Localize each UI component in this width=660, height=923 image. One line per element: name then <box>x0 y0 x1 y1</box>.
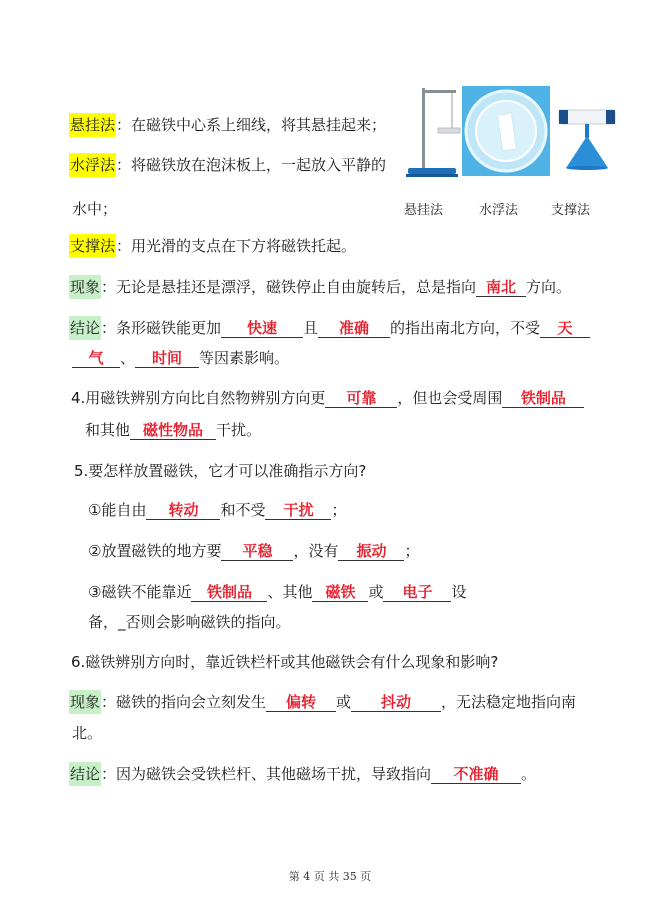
text: 干扰。 <box>216 421 262 439</box>
text: 或 <box>336 693 352 711</box>
question-5-title: 5.要怎样放置磁铁，它才可以准确指示方向? <box>74 462 367 480</box>
answer-blank: 偏转 <box>266 693 336 712</box>
figure-caption: 水浮法 <box>479 203 519 218</box>
text: 等因素影响。 <box>199 349 290 367</box>
answer-blank: 南北 <box>476 278 526 297</box>
answer-blank: 可靠 <box>325 389 397 408</box>
method-float <box>69 155 386 175</box>
method-label: 悬挂法 <box>69 113 116 137</box>
answer-blank: 平稳 <box>221 542 293 561</box>
answer-blank: 时间 <box>135 349 199 368</box>
text: ； <box>404 542 420 560</box>
text: 、其他 <box>267 583 313 601</box>
text: ：因为磁铁会受铁栏杆、其他磁场干扰，导致指向 <box>101 765 432 783</box>
answer-blank: 不准确 <box>431 765 521 784</box>
text: ①能自由 <box>88 501 147 519</box>
answer-blank: 快速 <box>221 319 303 338</box>
question-6-title: 6.磁铁辨别方向时，靠近铁栏杆或其他磁铁会有什么现象和影响? <box>71 653 499 671</box>
text: 和不受 <box>220 501 266 519</box>
conclusion-label: 结论 <box>69 762 101 786</box>
question-4 <box>71 388 584 408</box>
method-text: ：在磁铁中心系上细线，将其悬挂起来； <box>116 116 387 134</box>
method-support <box>69 236 356 256</box>
method-label: 支撑法 <box>69 234 116 258</box>
text: ，无法稳定地指向南 <box>441 693 577 711</box>
conclusion-label: 结论 <box>69 316 101 340</box>
q6-conclusion-line <box>69 764 536 784</box>
method-text: ：用光滑的支点在下方将磁铁托起。 <box>116 237 357 255</box>
answer-blank: 干扰 <box>265 501 331 520</box>
text: 和其他 <box>85 421 131 439</box>
question-5-item-1 <box>88 500 346 520</box>
figure-caption: 悬挂法 <box>404 203 444 218</box>
answer-blank: 铁制品 <box>502 389 584 408</box>
answer-blank: 磁铁 <box>312 583 368 602</box>
question-5-item-3-cont: 备，_否则会影响磁铁的指向。 <box>88 613 291 631</box>
answer-blank: 振动 <box>338 542 404 561</box>
answer-blank: 电子 <box>383 583 451 602</box>
answer-blank: 抖动 <box>351 693 441 712</box>
text: 4.用磁铁辨别方向比自然物辨别方向更 <box>71 389 326 407</box>
method-float-cont: 水中； <box>72 200 118 218</box>
question-5-item-3 <box>88 582 467 602</box>
water-float-figure <box>462 86 550 176</box>
conclusion-line-2 <box>72 348 289 368</box>
q6-phenomenon-cont: 北。 <box>72 724 103 742</box>
text: ③磁铁不能靠近 <box>88 583 192 601</box>
text: 、 <box>120 349 136 367</box>
method-text: ：将磁铁放在泡沫板上，一起放入平静的 <box>116 156 387 174</box>
text: 且 <box>303 319 319 337</box>
q6-phenomenon-line <box>69 692 576 712</box>
method-hang <box>69 115 386 135</box>
answer-blank: 气 <box>72 349 120 368</box>
question-5-item-2 <box>88 541 419 561</box>
answer-blank: 转动 <box>146 501 220 520</box>
text: 或 <box>368 583 384 601</box>
figure-caption: 支撑法 <box>551 203 591 218</box>
text: 设 <box>451 583 467 601</box>
phenomenon-label: 现象 <box>69 690 101 714</box>
page-footer: 第 4 页 共 35 页 <box>288 870 372 883</box>
text: ：无论是悬挂还是漂浮，磁铁停止自由旋转后，总是指向 <box>101 278 477 296</box>
text: 的指出南北方向，不受 <box>390 319 541 337</box>
phenomenon-line <box>69 277 571 297</box>
conclusion-line <box>69 318 590 338</box>
text: ②放置磁铁的地方要 <box>88 542 222 560</box>
text: ：条形磁铁能更加 <box>101 319 222 337</box>
answer-blank: 磁性物品 <box>130 421 216 440</box>
support-stand-figure <box>556 96 618 170</box>
answer-blank: 铁制品 <box>191 583 267 602</box>
phenomenon-label: 现象 <box>69 275 101 299</box>
hanging-stand-figure <box>404 84 462 178</box>
answer-blank: 天 <box>540 319 590 338</box>
text: ，没有 <box>293 542 339 560</box>
answer-blank: 准确 <box>318 319 390 338</box>
question-4-cont <box>85 420 261 440</box>
text: 。 <box>521 765 537 783</box>
text: ； <box>331 501 347 519</box>
text: ，但也会受周围 <box>397 389 503 407</box>
text: 方向。 <box>526 278 572 296</box>
method-label: 水浮法 <box>69 153 116 177</box>
text: ：磁铁的指向会立刻发生 <box>101 693 267 711</box>
